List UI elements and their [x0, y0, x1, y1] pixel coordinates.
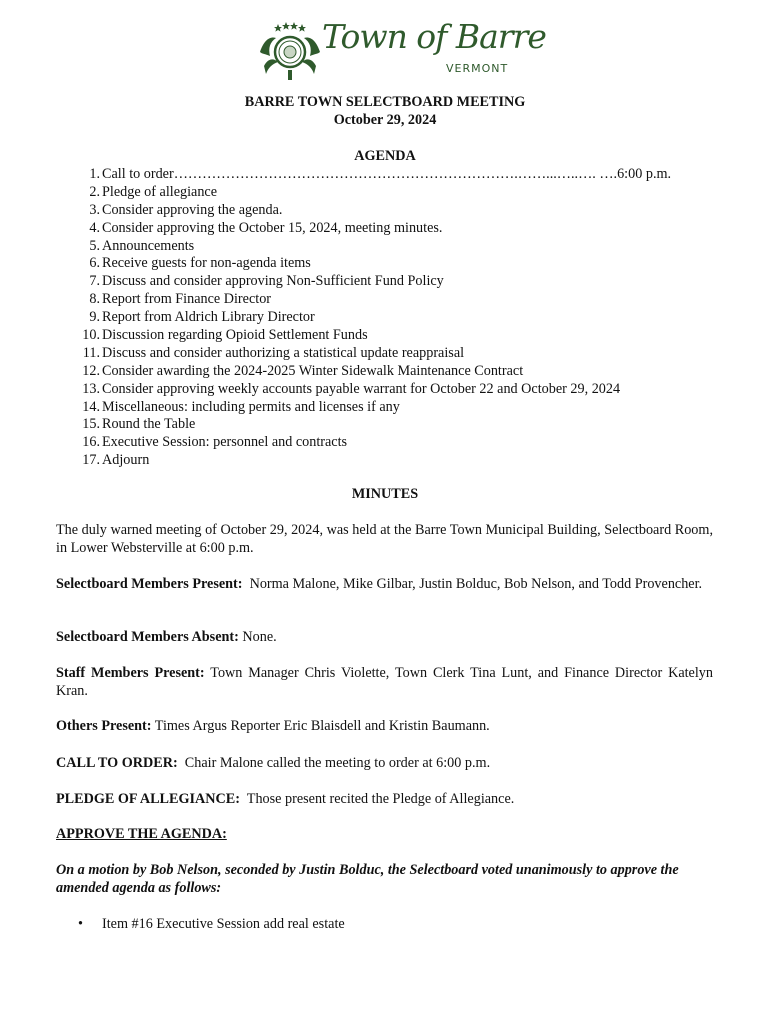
agenda-item	[56, 309, 716, 327]
agenda-item-text: Pledge of allegiance	[102, 183, 218, 200]
agenda-item-text: Consider approving the October 15, 2024, meeting minutes.	[102, 219, 443, 236]
pledge-label: PLEDGE OF ALLEGIANCE:	[56, 791, 240, 807]
agenda-item-text: Announcements	[102, 237, 195, 254]
agenda-item-number: 2.	[89, 183, 100, 200]
meeting-date: October 29, 2024	[333, 112, 437, 128]
agenda-item	[56, 416, 716, 434]
agenda-item-text: Discuss and consider approving Non-Sufficient Fund Policy	[102, 273, 444, 290]
bullet-icon: •	[78, 916, 83, 932]
members-present-label: Selectboard Members Present:	[56, 576, 243, 592]
logo-town-name: Town of Barre	[322, 17, 546, 56]
agenda-item-text: Report from Finance Director	[102, 291, 272, 308]
call-to-order: CALL TO ORDER: Chair Malone called the meeting to order at 6:00 p.m.	[56, 755, 491, 771]
agenda-item-text: Miscellaneous: including permits and licenses if any	[102, 398, 400, 415]
agenda-item-text: Discuss and consider authorizing a statistical update reappraisal	[102, 344, 465, 361]
agenda-leader-dots: ……………………………………………………………….……...…..…. ….	[173, 166, 618, 182]
bullet-item: Item #16 Executive Session add real estate	[102, 916, 345, 932]
agenda-item-text: Discussion regarding Opioid Settlement Funds	[102, 327, 368, 344]
agenda-item-text: Executive Session: personnel and contracts	[102, 434, 348, 451]
agenda-item-number: 17.	[82, 452, 100, 469]
agenda-item-text: Consider awarding the 2024-2025 Winter Sidewalk Maintenance Contract	[102, 362, 524, 379]
agenda-item-number: 1.	[89, 166, 100, 182]
staff-present-label: Staff Members Present:	[56, 665, 205, 681]
agenda-item	[56, 238, 716, 256]
agenda-item-number: 3.	[89, 201, 100, 218]
logo-state-name: VERMONT	[446, 62, 509, 75]
approve-agenda-heading: APPROVE THE AGENDA:	[56, 826, 227, 842]
agenda-item	[56, 434, 716, 452]
motion-text: On a motion by Bob Nelson, seconded by Justin Bolduc, the Selectboard voted unanimously to approve the amended agenda as follows:	[56, 862, 679, 896]
agenda-item-number: 12.	[82, 362, 100, 379]
town-logo	[256, 17, 546, 82]
agenda-item	[56, 452, 716, 470]
agenda-item-number: 13.	[82, 380, 100, 397]
town-seal-icon	[256, 22, 326, 82]
agenda-item-time: 6:00 p.m.	[617, 166, 672, 182]
minutes-heading: MINUTES	[351, 486, 419, 502]
agenda-item	[56, 363, 716, 381]
agenda-item-text: Receive guests for non-agenda items	[102, 255, 311, 272]
agenda-item	[56, 273, 716, 291]
agenda-list	[56, 166, 716, 470]
agenda-item	[56, 166, 716, 184]
agenda-item-number: 6.	[89, 255, 100, 272]
others-present: Others Present: Times Argus Reporter Eric Blaisdell and Kristin Baumann.	[56, 718, 490, 734]
agenda-item-number: 16.	[82, 434, 100, 451]
agenda-item-number: 8.	[89, 291, 100, 308]
agenda-item	[56, 381, 716, 399]
members-absent-label: Selectboard Members Absent:	[56, 629, 239, 645]
agenda-item-number: 7.	[89, 273, 100, 290]
agenda-item-text: Call to order	[102, 166, 174, 182]
agenda-item	[56, 255, 716, 273]
others-present-label: Others Present:	[56, 718, 152, 734]
agenda-item	[56, 345, 716, 363]
members-present: Selectboard Members Present: Norma Malone, Mike Gilbar, Justin Bolduc, Bob Nelson, and Todd Provencher.	[56, 576, 703, 592]
staff-present: Staff Members Present: Town Manager Chris Violette, Town Clerk Tina Lunt, and Finance Director Katelyn Kran.	[56, 665, 713, 699]
members-absent: Selectboard Members Absent: None.	[56, 629, 277, 645]
agenda-item	[56, 291, 716, 309]
agenda-heading: AGENDA	[354, 148, 416, 164]
agenda-item-number: 5.	[89, 237, 100, 254]
agenda-item-number: 4.	[89, 219, 100, 236]
agenda-item-number: 11.	[82, 344, 100, 361]
agenda-item	[56, 327, 716, 345]
minutes-intro: The duly warned meeting of October 29, 2024, was held at the Barre Town Municipal Building, Selectboard Room, in Lower Websterville at 6:00 p.m.	[56, 522, 713, 556]
agenda-item-text: Report from Aldrich Library Director	[102, 309, 315, 326]
agenda-item-number: 14.	[82, 398, 100, 415]
agenda-item-text: Adjourn	[102, 452, 150, 469]
meeting-title: BARRE TOWN SELECTBOARD MEETING	[244, 94, 526, 110]
agenda-item	[56, 184, 716, 202]
agenda-item	[56, 220, 716, 238]
agenda-item-text: Consider approving the agenda.	[102, 201, 283, 218]
agenda-item-text: Round the Table	[102, 416, 196, 433]
agenda-item-number: 15.	[82, 416, 100, 433]
agenda-item-number: 10.	[82, 327, 100, 344]
agenda-item-number: 9.	[89, 309, 100, 326]
pledge: PLEDGE OF ALLEGIANCE: Those present recited the Pledge of Allegiance.	[56, 791, 515, 807]
agenda-item-text: Consider approving weekly accounts payable warrant for October 22 and October 29, 2024	[102, 380, 621, 397]
call-to-order-label: CALL TO ORDER:	[56, 755, 178, 771]
agenda-item	[56, 202, 716, 220]
agenda-item	[56, 399, 716, 417]
